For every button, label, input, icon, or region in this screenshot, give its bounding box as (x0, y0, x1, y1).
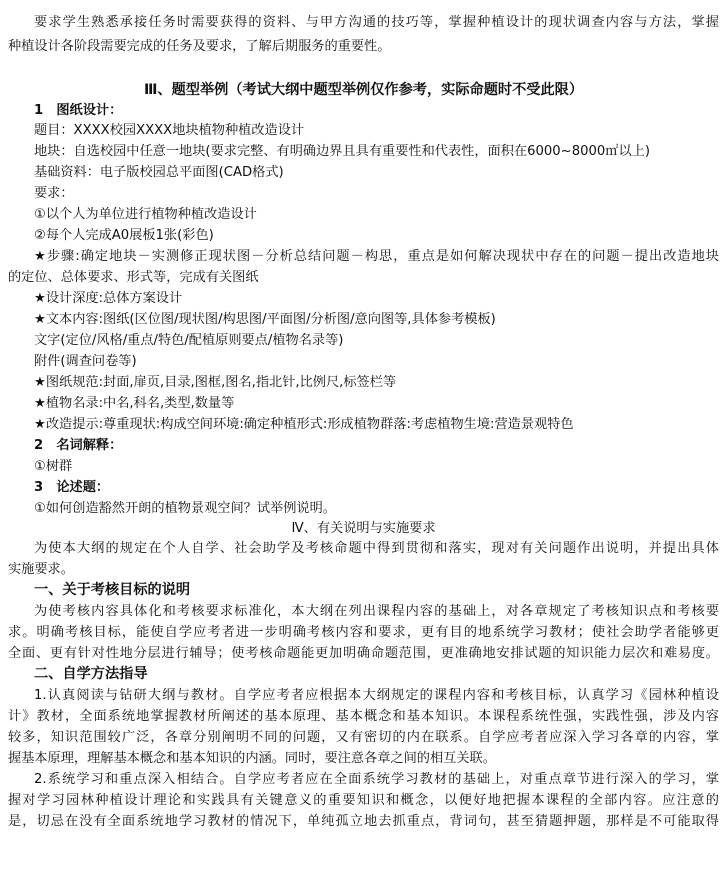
section4-intro-line-1: 为使本大纲的规定在个人自学、社会助学及考核命题中得到贯彻和落实，现对有关问题作出说明，并提出具体 (34, 541, 719, 556)
intro-line-2: 种植设计各阶段需要完成的任务及要求，了解后期服务的重要性。 (8, 39, 391, 54)
q1-title: 1 图纸设计： (34, 103, 123, 118)
q1-topic: 题目：XXXX校园XXXX地块植物种植改造设计 (34, 123, 305, 138)
p2-line-1: 2.系统学习和重点深入相结合。自学应考者应在全面系统学习教材的基础上，对重点章节进行深入的学习，掌 (34, 772, 719, 787)
section4-intro-line-2: 实施要求。 (8, 562, 74, 577)
s1-line-3: 全面、更有针对性地分层进行辅导；使考核命题能更加明确命题范围，更准确地安排试题的知识能力层次和难易度。 (8, 646, 719, 661)
q1-req-1: ①以个人为单位进行植物种植改造设计 (34, 207, 257, 222)
q1-depth: ★设计深度:总体方案设计 (34, 291, 183, 306)
p1-line-2: 计》教材，全面系统地掌握教材所阐述的基本原理、基本概念和基本知识。本课程系统性强，实践性强，涉及内容 (8, 709, 719, 724)
q1-plants: ★植物名录:中名,科名,类型,数量等 (34, 396, 235, 411)
p2-line-3: 是，切忌在没有全面系统地学习教材的情况下，单纯孤立地去抓重点，背词句，甚至猜题押题，那样是不可能取得 (8, 814, 719, 829)
p2-line-2: 握对学习园林种植设计理论和实践具有关键意义的重要知识和概念，以便好地把握本课程的全部内容。应注意的 (8, 793, 719, 808)
q2-item: ①树群 (34, 459, 73, 474)
p1-line-1: 1.认真阅读与钻研大纲与教材。自学应考者应根据本大纲规定的课程内容和考核目标，认真学习《园林种植设 (34, 688, 719, 703)
q1-norms: ★图纸规范:封面,扉页,目录,图框,图名,指北针,比例尺,标签栏等 (34, 375, 397, 390)
section3-heading: Ⅲ、题型举例（考试大纲中题型举例仅作参考，实际命题时不受此限） (143, 82, 584, 98)
q1-steps-line-2: 的定位、总体要求、形式等，完成有关图纸 (8, 270, 259, 285)
q1-req-2: ②每个人完成A0展板1张(彩色) (34, 228, 214, 243)
s1-title: 一、关于考核目标的说明 (34, 582, 191, 598)
q3-item: ①如何创造豁然开朗的植物景观空间？试举例说明。 (34, 501, 336, 516)
q3-title: 3 论述题： (34, 480, 110, 495)
s2-title: 二、自学方法指导 (34, 666, 148, 682)
q1-site: 地块：自选校园中任意一地块(要求完整、有明确边界且具有重要性和代表性，面积在6000~8000㎡以上) (34, 144, 650, 159)
intro-line-1: 要求学生熟悉承接任务时需要获得的资料、与甲方沟通的技巧等，掌握种植设计的现状调查内容与方法，掌握 (34, 15, 719, 30)
q2-title: 2 名词解释： (34, 438, 123, 453)
q1-content: ★文本内容:图纸(区位图/现状图/构思图/平面图/分析图/意向图等,具体参考模板) (34, 312, 496, 327)
q1-steps-line-1: ★步骤:确定地块－实测修正现状图－分析总结问题－构思，重点是如何解决现状中存在的问题－提出改造地块 (34, 249, 719, 264)
q1-tips: ★改造提示:尊重现状:构成空间环境:确定种植形式:形成植物群落:考虑植物生境:营造景观特色 (34, 417, 574, 432)
q1-attach: 附件(调查问卷等) (34, 354, 137, 369)
p1-line-3: 较多，知识范围较广泛，各章分别阐明不同的问题，又有密切的内在联系。自学应考者应深入学习各章的内容，掌 (8, 730, 719, 745)
s1-line-1: 为使考核内容具体化和考核要求标准化，本大纲在列出课程内容的基础上，对各章规定了考核知识点和考核要 (34, 604, 719, 619)
q1-req-label: 要求： (34, 186, 74, 201)
section4-heading: Ⅳ、有关说明与实施要求 (291, 521, 436, 536)
p1-line-4: 握基本原理，理解基本概念和基本知识的内涵。同时，要注意各章之间的相互关联。 (8, 751, 496, 766)
q1-text: 文字(定位/风格/重点/特色/配植原则要点/植物名录等) (34, 333, 344, 348)
q1-base: 基础资料：电子版校园总平面图(CAD格式) (34, 165, 284, 180)
s1-line-2: 求。明确考核目标，能使自学应考者进一步明确考核内容和要求，更有目的地系统学习教材；使社会助学者能够更 (8, 625, 719, 640)
